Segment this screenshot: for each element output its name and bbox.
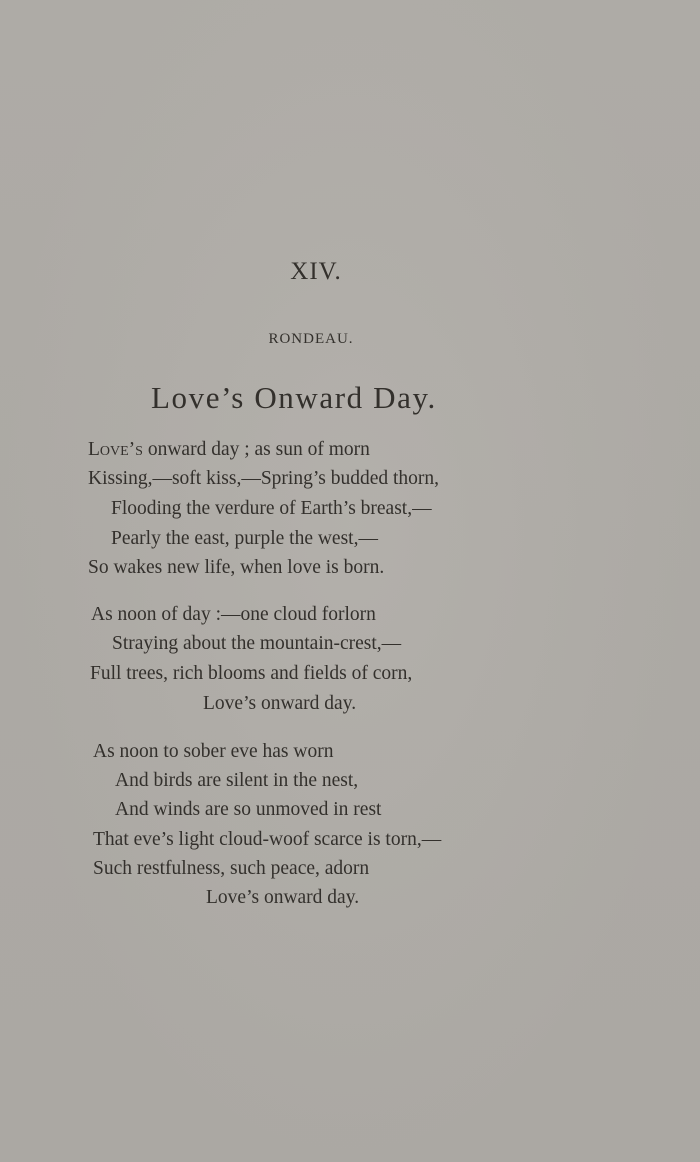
poem-line <box>88 440 370 460</box>
refrain-line: Love’s onward day. <box>206 887 360 908</box>
poem-line: As noon of day :—one cloud forlorn <box>91 604 376 625</box>
poem-line: So wakes new life, when love is born. <box>88 557 385 578</box>
poem-line: Pearly the east, purple the west,— <box>111 528 378 549</box>
poem-line: And birds are silent in the nest, <box>115 770 359 791</box>
refrain-line: Love’s onward day. <box>203 693 357 714</box>
poem-line: As noon to sober eve has worn <box>93 741 334 762</box>
poem-line: Full trees, rich blooms and fields of corn, <box>90 663 413 684</box>
poem-line: Flooding the verdure of Earth’s breast,— <box>111 498 432 519</box>
poem-line: Kissing,—soft kiss,—Spring’s budded thorn, <box>88 468 440 489</box>
poem-line: Straying about the mountain-crest,— <box>112 633 402 654</box>
initial-word: Love’s <box>88 439 143 460</box>
poem-title: Love’s Onward Day. <box>151 380 437 415</box>
chapter-numeral: XIV. <box>290 258 342 285</box>
line-text: onward day ; as sun of morn <box>142 439 370 460</box>
poem-line: And winds are so unmoved in rest <box>115 799 382 820</box>
poem-line: That eve’s light cloud-woof scarce is torn,— <box>93 829 442 850</box>
poem-line: Such restfulness, such peace, adorn <box>93 858 370 879</box>
poem-form-heading: RONDEAU. <box>268 331 354 347</box>
